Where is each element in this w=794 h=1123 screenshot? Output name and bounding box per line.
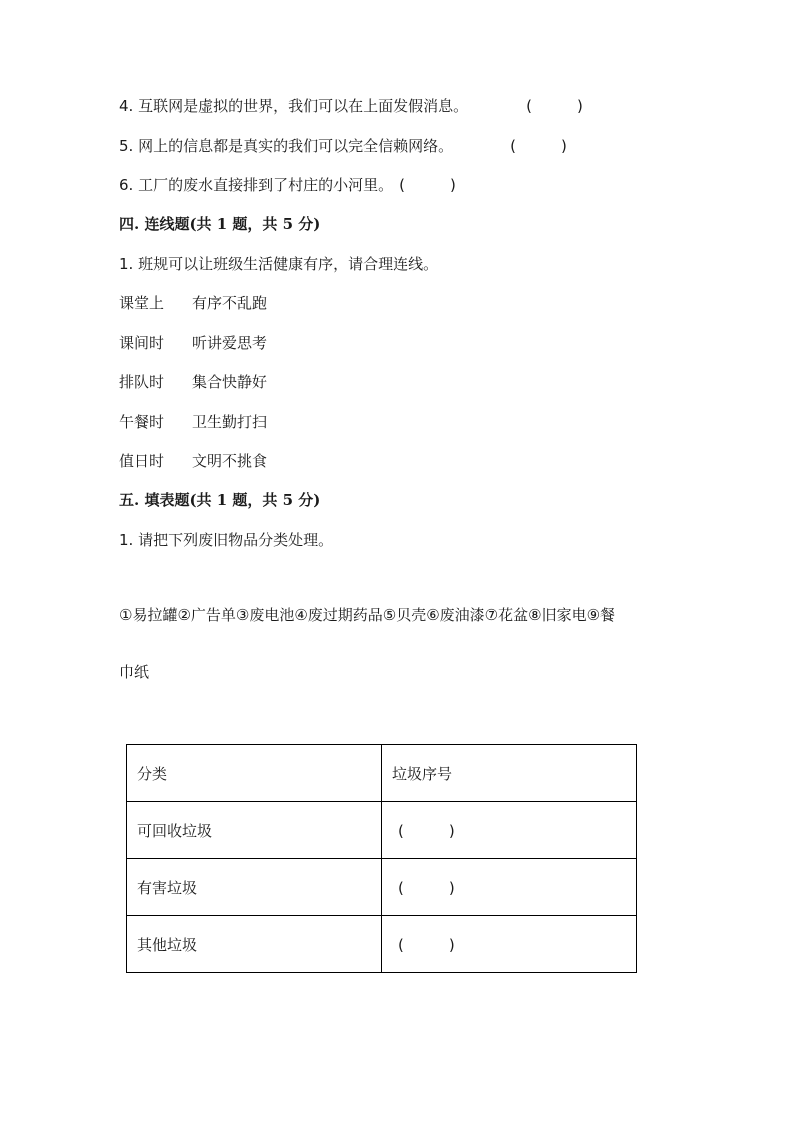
table-cell-answer: ( ): [382, 859, 637, 916]
table-cell-answer: ( ): [382, 802, 637, 859]
match-row: [119, 293, 267, 313]
answer-parentheses: ( ): [399, 176, 456, 194]
judge-question-6: [119, 175, 456, 195]
match-left: 课堂上: [119, 294, 165, 312]
match-left: 午餐时: [119, 413, 165, 431]
match-right: 听讲爱思考: [192, 334, 268, 352]
answer-parentheses: ( ): [510, 137, 567, 155]
judge-question-5: [119, 136, 567, 156]
section-4-title: 四. 连线题(共 1 题，共 5 分): [119, 215, 321, 233]
match-right: 卫生勤打扫: [192, 413, 268, 431]
waste-items-line-1: ①易拉罐②广告单③废电池④废过期药品⑤贝壳⑥废油漆⑦花盆⑧旧家电⑨餐: [119, 606, 616, 624]
question-text: 5. 网上的信息都是真实的我们可以完全信赖网络。: [119, 137, 454, 155]
match-right: 集合快静好: [192, 373, 268, 391]
match-left: 排队时: [119, 373, 165, 391]
table-header-category: 分类: [127, 745, 382, 802]
section-4-question: 1. 班规可以让班级生活健康有序，请合理连线。: [119, 255, 439, 273]
match-row: [119, 451, 267, 471]
match-row: [119, 372, 267, 392]
match-right: 有序不乱跑: [192, 294, 268, 312]
table-row: [127, 916, 637, 973]
match-left: 值日时: [119, 452, 165, 470]
section-5-question: 1. 请把下列废旧物品分类处理。: [119, 531, 334, 549]
waste-sorting-table: [126, 744, 637, 973]
table-cell-category: 可回收垃圾: [127, 802, 382, 859]
table-header-row: [127, 745, 637, 802]
match-left: 课间时: [119, 334, 165, 352]
match-row: [119, 333, 267, 353]
match-row: [119, 412, 267, 432]
question-text: 6. 工厂的废水直接排到了村庄的小河里。: [119, 176, 394, 194]
match-right: 文明不挑食: [192, 452, 268, 470]
table-row: [127, 859, 637, 916]
answer-parentheses: ( ): [526, 97, 583, 115]
judge-question-4: [119, 96, 583, 116]
table-row: [127, 802, 637, 859]
table-cell-category: 有害垃圾: [127, 859, 382, 916]
question-text: 4. 互联网是虚拟的世界，我们可以在上面发假消息。: [119, 97, 469, 115]
table-cell-category: 其他垃圾: [127, 916, 382, 973]
table-cell-answer: ( ): [382, 916, 637, 973]
section-5-title: 五. 填表题(共 1 题，共 5 分): [119, 491, 321, 509]
table-header-numbers: 垃圾序号: [382, 745, 637, 802]
waste-items-line-2: 巾纸: [119, 663, 150, 681]
